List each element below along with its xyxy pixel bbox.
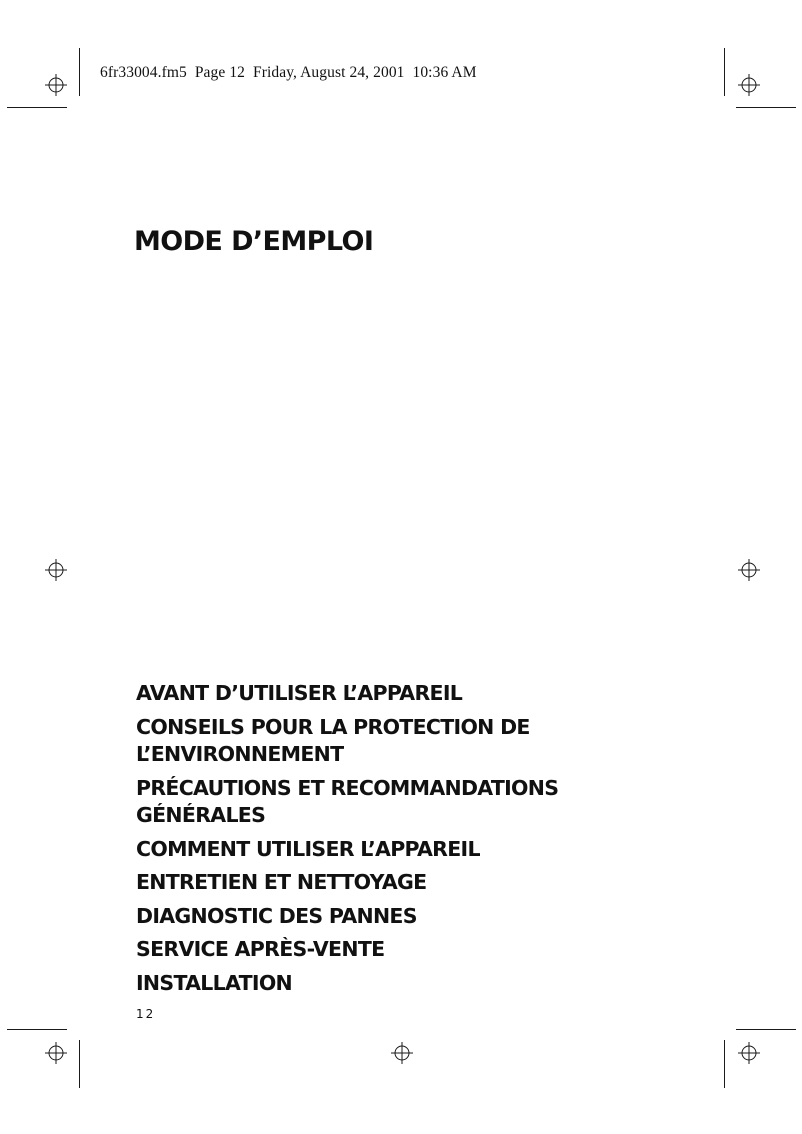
table-of-contents xyxy=(136,680,676,1003)
toc-item: AVANT D’UTILISER L’APPAREIL xyxy=(136,681,463,705)
crop-mark-bottom-right-horizontal xyxy=(736,1029,796,1030)
crop-mark-top-left-horizontal xyxy=(7,107,67,108)
toc-item: ENTRETIEN ET NETTOYAGE xyxy=(136,870,427,894)
crop-mark-top-right-horizontal xyxy=(736,107,796,108)
registration-mark-icon xyxy=(45,74,67,96)
toc-item: SERVICE APRÈS-VENTE xyxy=(136,937,385,961)
registration-mark-icon xyxy=(45,559,67,581)
page-title: MODE D’EMPLOI xyxy=(134,226,374,257)
toc-item: CONSEILS POUR LA PROTECTION DE L’ENVIRONNEMENT xyxy=(136,714,530,766)
crop-mark-top-right-vertical xyxy=(724,48,725,96)
crop-mark-bottom-right-vertical xyxy=(724,1040,725,1088)
registration-mark-icon xyxy=(738,1042,760,1064)
toc-item: INSTALLATION xyxy=(136,970,293,995)
crop-mark-bottom-left-vertical xyxy=(79,1040,80,1088)
crop-mark-top-left-vertical xyxy=(79,48,80,96)
toc-item: COMMENT UTILISER L’APPAREIL xyxy=(136,836,480,861)
registration-mark-icon xyxy=(738,74,760,96)
registration-mark-icon xyxy=(738,559,760,581)
registration-mark-icon xyxy=(45,1042,67,1064)
file-header: 6fr33004.fm5 Page 12 Friday, August 24, 2001 10:36 AM xyxy=(100,64,477,81)
toc-item: DIAGNOSTIC DES PANNES xyxy=(136,903,417,928)
registration-mark-icon xyxy=(391,1042,413,1064)
page-number: 12 xyxy=(136,1007,156,1021)
crop-mark-bottom-left-horizontal xyxy=(7,1029,67,1030)
toc-item: PRÉCAUTIONS ET RECOMMANDATIONS GÉNÉRALES xyxy=(136,775,559,827)
